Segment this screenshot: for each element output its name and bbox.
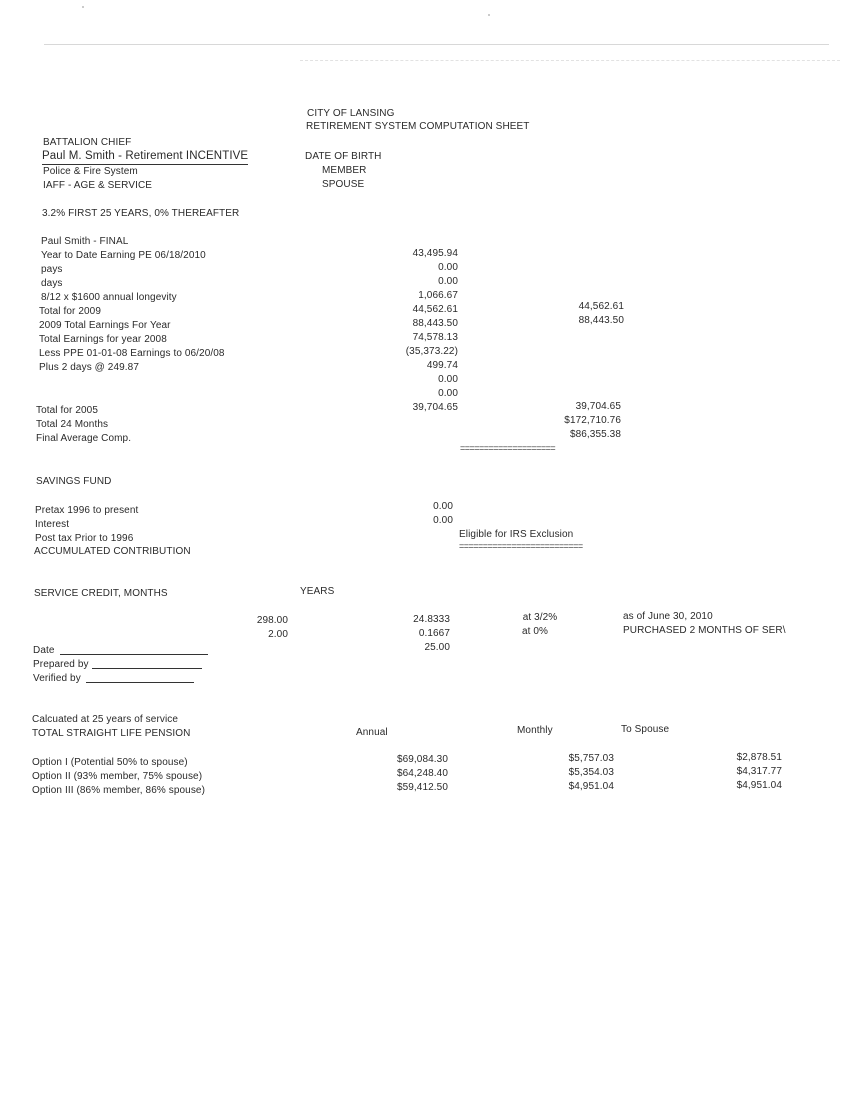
service-credit-heading: SERVICE CREDIT, MONTHS: [34, 588, 168, 599]
employee-name: Paul M. Smith - Retirement INCENTIVE: [42, 150, 249, 162]
option-label: Option II (93% member, 75% spouse): [32, 771, 203, 782]
service-years-2: 0.1667: [418, 628, 450, 639]
scan-edge-line: [44, 44, 829, 45]
earnings-row-label: Total for 2009: [39, 306, 101, 317]
col-to-spouse: To Spouse: [621, 724, 670, 735]
pretax-value: 0.00: [433, 501, 453, 512]
scan-speck: [488, 14, 490, 16]
double-underline: ==========================: [459, 541, 583, 551]
benefit-formula: 3.2% FIRST 25 YEARS, 0% THEREAFTER: [42, 208, 240, 219]
pretax-label: Pretax 1996 to present: [35, 505, 139, 516]
date-line[interactable]: [60, 654, 208, 655]
name-underline: [42, 164, 248, 165]
total-24-months-value: $172,710.76: [564, 415, 621, 426]
earnings-row-value: 0.00: [438, 262, 458, 273]
final-average-comp-label: Final Average Comp.: [36, 433, 132, 444]
dob-label: DATE OF BIRTH: [305, 151, 382, 162]
union-name: IAFF - AGE & SERVICE: [43, 180, 153, 191]
sheet-title: RETIREMENT SYSTEM COMPUTATION SHEET: [306, 121, 530, 132]
earnings-row-value: 44,562.61: [412, 304, 458, 315]
verified-by-line[interactable]: [86, 682, 194, 683]
scan-edge-line: [300, 60, 840, 61]
service-years-total: 25.00: [424, 642, 450, 653]
earnings-row-value: 74,578.13: [412, 332, 458, 343]
service-years-1: 24.8333: [413, 614, 450, 625]
option-annual: $64,248.40: [396, 768, 448, 779]
system-name: Police & Fire System: [43, 166, 138, 177]
irs-exclusion-label: Eligible for IRS Exclusion: [459, 529, 574, 540]
city-name: CITY OF LANSING: [307, 108, 395, 119]
earnings-row-value: 1,066.67: [418, 290, 458, 301]
rank: BATTALION CHIEF: [43, 137, 132, 148]
service-rate-2: at 0%: [521, 626, 549, 637]
earnings-row-subtotal: 44,562.61: [578, 301, 624, 312]
option-monthly: $5,757.03: [568, 753, 614, 764]
total-24-months-label: Total 24 Months: [36, 419, 109, 430]
total-2005-value: 39,704.65: [412, 402, 458, 413]
savings-heading: SAVINGS FUND: [36, 476, 112, 487]
interest-value: 0.00: [433, 515, 453, 526]
earnings-row-label: Less PPE 01-01-08 Earnings to 06/20/08: [39, 348, 225, 359]
service-months-1: 298.00: [256, 615, 288, 626]
date-label: Date: [33, 645, 55, 656]
interest-label: Interest: [35, 519, 70, 530]
option-monthly: $4,951.04: [568, 781, 614, 792]
option-monthly: $5,354.03: [568, 767, 614, 778]
col-annual: Annual: [356, 727, 388, 738]
option-label: Option I (Potential 50% to spouse): [32, 757, 188, 768]
earnings-row-subtotal: 88,443.50: [578, 315, 624, 326]
earnings-row-label: Paul Smith - FINAL: [41, 236, 129, 247]
double-underline: ====================: [460, 443, 556, 453]
pension-calc-note: Calcuated at 25 years of service: [32, 714, 179, 725]
member-label: MEMBER: [322, 165, 367, 176]
prepared-by-line[interactable]: [92, 668, 202, 669]
posttax-label: Post tax Prior to 1996: [35, 533, 134, 544]
earnings-row-label: Year to Date Earning PE 06/18/2010: [41, 250, 206, 261]
service-months-2: 2.00: [268, 629, 288, 640]
option-spouse: $2,878.51: [736, 752, 782, 763]
pension-heading: TOTAL STRAIGHT LIFE PENSION: [32, 728, 191, 739]
service-rate-1: at 3/2%: [522, 612, 558, 623]
option-annual: $69,084.30: [396, 754, 448, 765]
final-average-comp-value: $86,355.38: [569, 429, 621, 440]
service-as-of: as of June 30, 2010: [623, 611, 713, 622]
verified-by-label: Verified by: [33, 673, 81, 684]
earnings-row-value: 0.00: [438, 388, 458, 399]
option-label: Option III (86% member, 86% spouse): [32, 785, 206, 796]
earnings-row-label: 8/12 x $1600 annual longevity: [41, 292, 177, 303]
scan-speck: [82, 6, 84, 8]
prepared-by-label: Prepared by: [33, 659, 89, 670]
total-2005-label: Total for 2005: [36, 405, 98, 416]
earnings-row-value: 0.00: [438, 374, 458, 385]
option-spouse: $4,951.04: [736, 780, 782, 791]
earnings-row-value: 499.74: [426, 360, 458, 371]
earnings-row-label: Total Earnings for year 2008: [39, 334, 167, 345]
total-2005-subtotal: 39,704.65: [575, 401, 621, 412]
service-purchased-note: PURCHASED 2 MONTHS OF SER\: [623, 625, 786, 636]
earnings-row-label: 2009 Total Earnings For Year: [39, 320, 171, 331]
earnings-row-label: days: [41, 278, 63, 289]
spouse-label: SPOUSE: [322, 179, 365, 190]
years-heading: YEARS: [300, 586, 335, 597]
option-spouse: $4,317.77: [736, 766, 782, 777]
earnings-row-value: 0.00: [438, 276, 458, 287]
earnings-row-label: pays: [41, 264, 63, 275]
earnings-row-value: 88,443.50: [412, 318, 458, 329]
earnings-row-value: (35,373.22): [405, 346, 458, 357]
option-annual: $59,412.50: [396, 782, 448, 793]
accumulated-contribution-label: ACCUMULATED CONTRIBUTION: [34, 546, 191, 557]
earnings-row-value: 43,495.94: [412, 248, 458, 259]
col-monthly: Monthly: [517, 725, 553, 736]
earnings-row-label: Plus 2 days @ 249.87: [39, 362, 139, 373]
